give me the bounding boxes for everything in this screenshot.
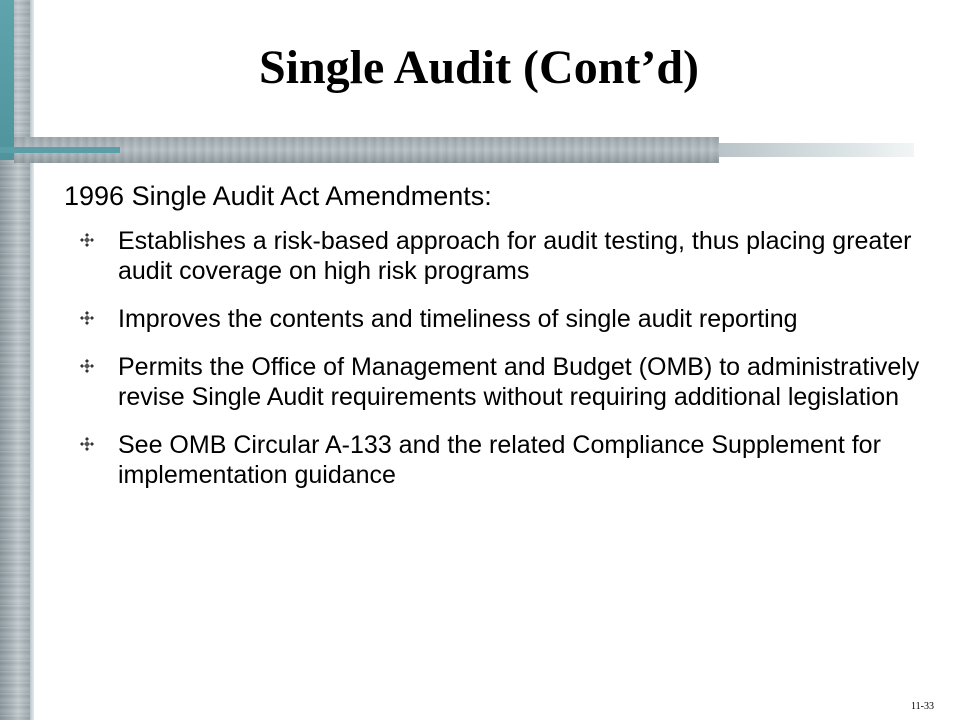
bullet-item (64, 226, 924, 286)
four-diamond-bullet-icon (80, 359, 94, 373)
bullet-item (64, 304, 924, 334)
four-diamond-bullet-icon (80, 233, 94, 247)
four-diamond-bullet-icon (80, 311, 94, 325)
four-diamond-bullet-icon (80, 437, 94, 451)
bullet-list (64, 226, 924, 490)
bullet-item (64, 430, 924, 490)
slide-content (64, 178, 924, 508)
teal-accent-bar (0, 0, 14, 160)
divider-teal-line (0, 147, 120, 153)
title-divider (14, 137, 940, 163)
divider-fade (719, 143, 914, 157)
page-number: 11-33 (911, 701, 934, 712)
bullet-text: Improves the contents and timeliness of single audit reporting (118, 305, 798, 333)
bullet-text: Permits the Office of Management and Budget (OMB) to administratively revise Single Audit requirements without requiring additional legislation (118, 353, 920, 411)
section-heading: 1996 Single Audit Act Amendments: (64, 181, 492, 211)
bullet-text: Establishes a risk-based approach for audit testing, thus placing greater audit coverage on high risk programs (118, 227, 912, 285)
bullet-item (64, 352, 924, 412)
slide-title: Single Audit (Cont’d) (258, 41, 700, 94)
bullet-text: See OMB Circular A-133 and the related Compliance Supplement for implementation guidance (118, 431, 881, 489)
